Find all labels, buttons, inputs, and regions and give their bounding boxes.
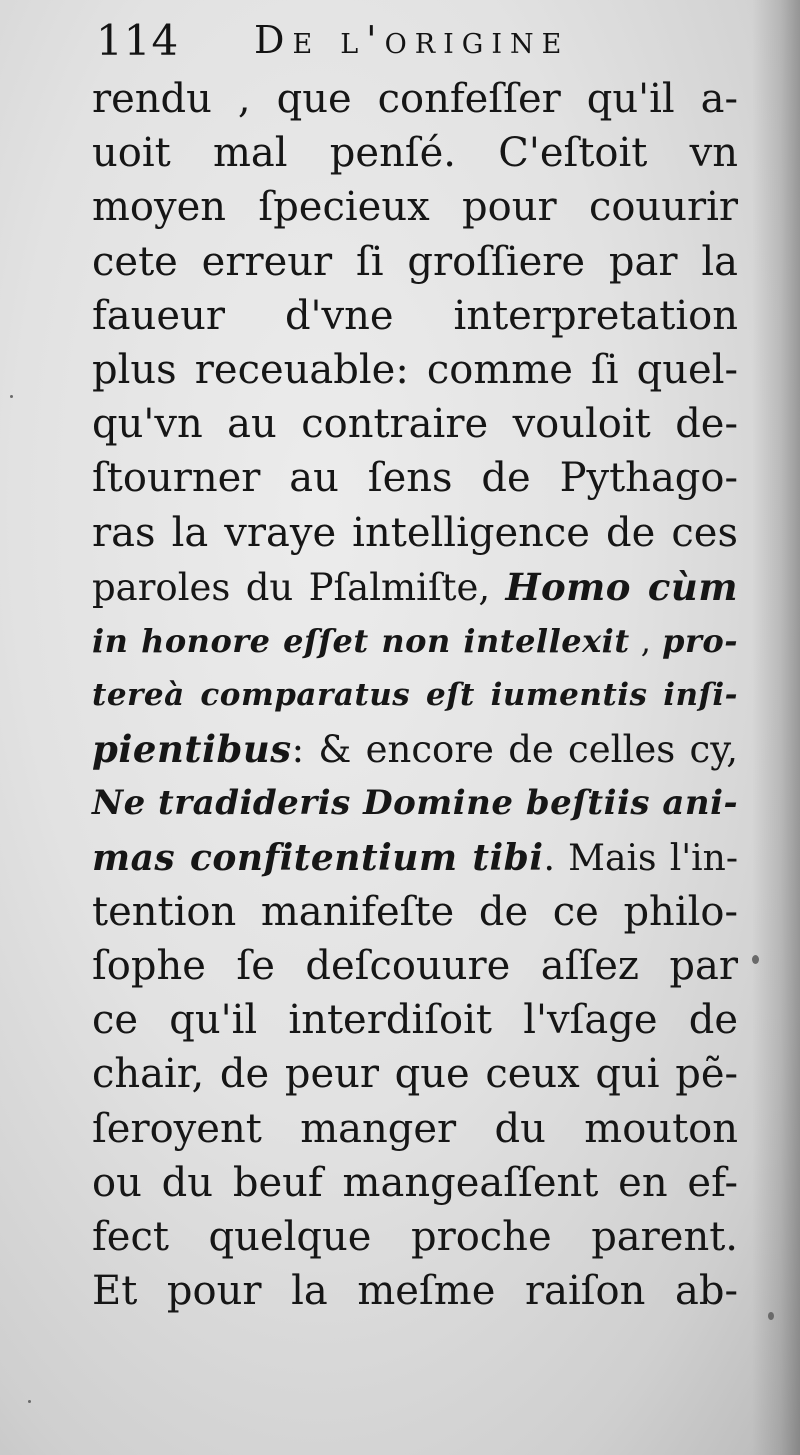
page-edge-shadow [752,0,800,1455]
text-line [92,126,738,180]
paper-speck [10,395,13,398]
text-line [92,289,738,343]
latin-quotation: Ne tradideris Domine beſtiis ani- [92,783,739,824]
text-line [92,993,738,1047]
text-segment: ou du beuf mangeaſſent en ef- [92,1159,738,1206]
text-line [92,614,738,668]
paper-speck [752,955,759,964]
text-segment: moyen ſpecieux pour couurir [92,184,738,231]
text-segment: , [629,621,663,660]
text-segment: ſeroyent manger du mouton [92,1105,738,1152]
running-title: De l'origine [254,18,570,62]
text-line [92,72,738,126]
text-line [92,668,738,722]
text-line [92,1047,738,1101]
text-line [92,885,738,939]
text-segment: ſophe ſe deſcouure aſſez par [92,943,738,989]
paper-speck [28,1400,31,1403]
text-segment: ſtourner au ſens de Pythago- [92,455,738,502]
text-line [92,1102,738,1156]
text-segment: rendu , que confeſſer qu'il a- [92,76,738,122]
latin-quotation: pientibus [92,727,292,772]
text-line [92,560,738,614]
latin-quotation: pro- [662,621,738,660]
text-segment: fect quelque proche parent. [92,1213,738,1260]
text-segment: faueur d'vne interpretation [92,292,738,339]
text-line [92,939,738,993]
latin-quotation: Homo cùm [505,564,738,609]
text-line [92,1264,738,1318]
latin-quotation: mas confitentium tibi [92,836,544,879]
text-segment: plus receuable: comme ſi quel- [92,346,738,393]
text-segment: paroles du Pſalmiſte, [92,565,506,609]
text-line [92,397,738,451]
paper-speck [768,1312,774,1320]
latin-quotation: in honore eſſet non intellexit [92,621,630,660]
text-segment: ce qu'il interdiſoit l'vſage de [92,997,738,1044]
text-line [92,831,738,885]
text-line [92,451,738,505]
text-segment: qu'vn au contraire vouloit de- [92,401,738,448]
text-segment: : & encore de celles cy, [291,728,738,772]
text-segment: Et pour la meſme raiſon ab- [92,1268,738,1315]
text-line [92,343,738,397]
text-segment: chair, de peur que ceux qui pẽ- [92,1051,738,1098]
text-line [92,1210,738,1264]
text-line [92,180,738,234]
page-number: 114 [96,16,180,65]
text-line [92,1156,738,1210]
text-line [92,506,738,560]
text-line [92,722,738,776]
text-segment: ras la vraye intelligence de ces [92,509,738,556]
text-segment: cete erreur ſi groſſiere par la [92,238,738,285]
text-segment: tention manifeſte de ce philo- [92,888,738,935]
latin-quotation: tereà comparatus eſt iumentis inſi- [92,677,738,714]
text-line [92,776,738,830]
body-text [92,72,738,1318]
text-segment: . Mais l'in- [543,837,738,879]
text-line [92,235,738,289]
text-segment: uoit mal penſé. C'eſtoit vn [92,130,738,177]
